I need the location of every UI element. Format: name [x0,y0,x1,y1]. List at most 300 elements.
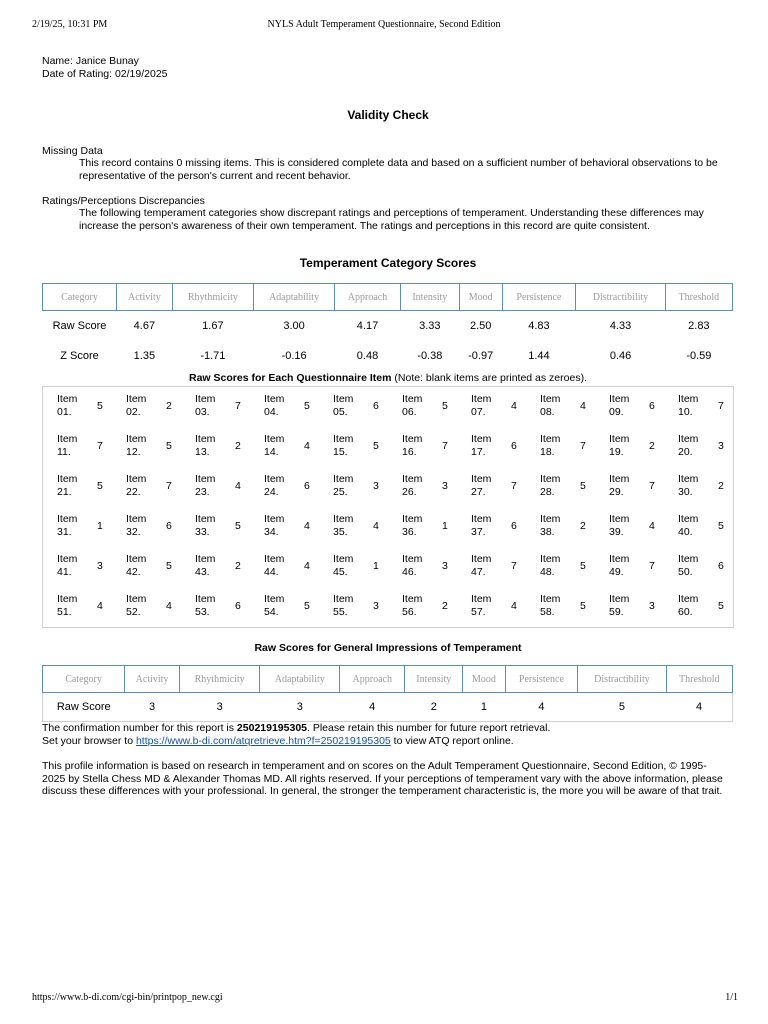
discrepancy-label: Ratings/Perceptions Discrepancies [42,195,205,207]
item-word: Item [333,553,354,565]
table-cell: 1.35 [133,350,156,362]
table-row [43,311,733,342]
item-score-cell [43,547,112,587]
category-header-5: Intensity [400,284,459,311]
item-label [57,513,77,539]
item-number: 37. [471,526,486,538]
rating-date: Date of Rating: 02/19/2025 [42,68,168,80]
category-scores-title: Temperament Category Scores [299,256,477,270]
item-score-cell [181,547,250,587]
print-url: https://www.b-di.com/cgi-bin/printpop_new.cgi [32,992,223,1003]
item-number: 10. [678,406,693,418]
item-label [57,473,77,499]
item-number: 07. [471,406,486,418]
item-score-cell [595,587,664,627]
item-value: 4 [304,560,310,572]
item-number: 47. [471,566,486,578]
item-word: Item [402,553,423,565]
item-number: 43. [195,566,210,578]
item-score-cell [457,587,526,627]
item-number: 22. [126,486,141,498]
item-score-cell [595,467,664,507]
item-number: 56. [402,606,417,618]
item-score-cell [664,587,733,627]
item-label [678,593,698,619]
item-value: 5 [166,440,172,452]
item-number: 60. [678,606,693,618]
table-cell: 1 [463,693,505,722]
item-value: 6 [235,600,241,612]
item-value: 6 [511,520,517,532]
item-value: 4 [373,520,379,532]
item-score-cell [388,587,457,627]
item-number: 01. [57,406,72,418]
item-number: 57. [471,606,486,618]
item-label [195,473,215,499]
item-value: 1 [97,520,103,532]
print-title: NYLS Adult Temperament Questionnaire, Second Edition [267,19,501,30]
item-number: 28. [540,486,555,498]
category-header-9: Threshold [665,284,732,311]
item-score-cell [388,427,457,467]
item-label [609,513,629,539]
disclaimer-text: This profile information is based on research in temperament and on scores on the Adult Temperament Questionnaire, Second Edition, © 1995-2025 by Stella Chess MD & Alexander Thomas MD. All rights reserved. If your perceptions of temperament vary with the above information, please discuss these differences with your professional. In general, the stronger the temperament characteristic is, the more you will be aware of that trait. [42,760,723,797]
item-number: 26. [402,486,417,498]
impression-header-0: Category [43,666,125,693]
item-value: 2 [166,400,172,412]
item-label [402,553,422,579]
item-label [471,513,491,539]
item-value: 4 [97,600,103,612]
table-cell: Raw Score [43,693,125,722]
item-word: Item [264,593,285,605]
table-cell: 4.67 [133,320,156,332]
item-score-cell [319,427,388,467]
item-word: Item [540,553,561,565]
item-value: 5 [442,400,448,412]
item-label [678,553,698,579]
item-score-cell [181,387,250,427]
item-number: 24. [264,486,279,498]
item-label [195,593,215,619]
item-value: 2 [235,560,241,572]
item-score-cell [319,467,388,507]
item-score-cell [664,467,733,507]
general-impressions-title: Raw Scores for General Impressions of Temperament [254,642,522,654]
item-word: Item [333,473,354,485]
item-label [609,593,629,619]
item-label [471,593,491,619]
item-word: Item [678,393,699,405]
impression-header-5: Intensity [405,666,463,693]
item-score-cell [526,507,595,547]
item-word: Item [264,553,285,565]
impression-header-9: Threshold [666,666,732,693]
item-value: 1 [373,560,379,572]
item-score-cell [181,467,250,507]
item-score-cell [250,467,319,507]
item-value: 5 [166,560,172,572]
item-score-cell [595,427,664,467]
item-word: Item [195,473,216,485]
table-cell: 1.67 [202,320,224,332]
table-cell: 4.17 [356,320,379,332]
item-number: 13. [195,446,210,458]
item-label [402,393,422,419]
table-cell: Z Score [60,350,99,362]
item-value: 3 [718,440,724,452]
table-cell: 5 [578,693,666,722]
item-score-cell [664,427,733,467]
item-number: 53. [195,606,210,618]
item-word: Item [57,433,78,445]
item-word: Item [402,593,423,605]
item-word: Item [402,433,423,445]
item-value: 4 [580,400,586,412]
item-number: 45. [333,566,348,578]
item-word: Item [471,553,492,565]
table-cell: -0.59 [686,350,712,362]
item-word: Item [195,553,216,565]
item-word: Item [609,553,630,565]
item-word: Item [540,433,561,445]
item-value: 3 [442,560,448,572]
item-word: Item [609,473,630,485]
item-word: Item [57,593,78,605]
item-score-cell [526,387,595,427]
item-word: Item [264,433,285,445]
item-score-cell [319,547,388,587]
item-number: 20. [678,446,693,458]
table-cell: -0.97 [468,350,494,362]
item-label [609,433,629,459]
item-value: 5 [97,480,103,492]
item-score-cell [319,387,388,427]
item-score-cell [457,467,526,507]
item-word: Item [264,513,285,525]
item-value: 3 [442,480,448,492]
table-cell: 3 [260,693,340,722]
item-score-cell [112,387,181,427]
confirmation-number: 250219195305 [236,722,307,734]
retrieval-link[interactable]: https://www.b-di.com/atqretrieve.htm?f=250219195305 [135,735,391,747]
impression-header-2: Rhythmicity [180,666,260,693]
item-word: Item [333,393,354,405]
item-label [540,473,560,499]
item-value: 5 [304,600,310,612]
item-score-cell [457,547,526,587]
category-header-4: Approach [335,284,401,311]
item-label [540,553,560,579]
item-number: 41. [57,566,72,578]
category-header-2: Rhythmicity [172,284,253,311]
category-header-7: Persistence [502,284,576,311]
category-header-8: Distractibility [576,284,665,311]
table-row [43,341,733,371]
retrieval-prefix: Set your browser to [42,735,136,747]
item-number: 09. [609,406,624,418]
category-scores-table [42,283,733,371]
item-word: Item [264,393,285,405]
item-value: 2 [580,520,586,532]
validity-title: Validity Check [347,108,429,122]
item-label [333,593,353,619]
item-number: 06. [402,406,417,418]
item-word: Item [471,433,492,445]
table-row [43,693,733,722]
item-label [609,473,629,499]
item-word: Item [57,553,78,565]
item-label [540,513,560,539]
item-label [126,473,146,499]
item-number: 55. [333,606,348,618]
item-label [195,433,215,459]
item-score-cell [250,507,319,547]
item-number: 36. [402,526,417,538]
item-word: Item [540,473,561,485]
item-number: 21. [57,486,72,498]
item-label [471,473,491,499]
item-number: 50. [678,566,693,578]
item-score-cell [43,467,112,507]
item-value: 6 [373,400,379,412]
item-number: 42. [126,566,141,578]
item-score-cell [43,427,112,467]
item-value: 3 [97,560,103,572]
item-label [678,433,698,459]
item-number: 04. [264,406,279,418]
item-label [195,553,215,579]
item-word: Item [57,473,78,485]
category-header-3: Adaptability [253,284,334,311]
item-score-cell [388,467,457,507]
item-number: 38. [540,526,555,538]
item-word: Item [195,393,216,405]
item-label [126,513,146,539]
item-label [402,513,422,539]
category-header-6: Mood [459,284,502,311]
missing-data-label: Missing Data [42,145,103,157]
item-word: Item [195,593,216,605]
item-score-cell [664,547,733,587]
item-value: 7 [511,480,517,492]
table-cell: 2 [405,693,463,722]
item-number: 15. [333,446,348,458]
item-word: Item [540,593,561,605]
item-value: 4 [235,480,241,492]
item-word: Item [195,513,216,525]
table-cell: Raw Score [52,320,107,332]
item-word: Item [678,513,699,525]
item-word: Item [57,513,78,525]
table-cell: 3 [125,693,180,722]
table-cell: 4 [666,693,732,722]
item-label [540,433,560,459]
item-number: 27. [471,486,486,498]
item-score-cell [319,587,388,627]
item-value: 2 [235,440,241,452]
report-body [42,55,734,798]
item-value: 5 [718,600,724,612]
item-score-cell [112,507,181,547]
item-number: 31. [57,526,72,538]
item-number: 16. [402,446,417,458]
item-word: Item [471,393,492,405]
item-value: 5 [373,440,379,452]
confirmation-line [42,722,734,735]
item-label [609,553,629,579]
table-cell: 4 [340,693,405,722]
confirmation-suffix: . Please retain this number for future report retrieval. [307,722,551,734]
impression-header-7: Persistence [505,666,578,693]
item-number: 52. [126,606,141,618]
item-value: 7 [649,480,655,492]
item-scores-heading: Raw Scores for Each Questionnaire Item [189,372,392,384]
item-number: 54. [264,606,279,618]
impression-header-1: Activity [125,666,180,693]
table-cell: -0.38 [417,350,443,362]
item-score-cell [43,587,112,627]
item-label [195,393,215,419]
item-value: 3 [649,600,655,612]
item-word: Item [678,593,699,605]
item-label [264,513,284,539]
item-value: 4 [304,520,310,532]
category-header-0: Category [43,284,117,311]
item-label [402,593,422,619]
item-value: 6 [718,560,724,572]
item-value: 1 [442,520,448,532]
table-cell: 2.50 [469,320,492,332]
missing-data-text: This record contains 0 missing items. This is considered complete data and based on a sufficient number of behavioral observations to be representative of the person's current and recent behavior. [79,157,718,182]
item-value: 7 [718,400,724,412]
item-word: Item [126,513,147,525]
item-number: 18. [540,446,555,458]
item-number: 30. [678,486,693,498]
item-value: 7 [166,480,172,492]
item-score-cell [457,507,526,547]
item-score-cell [319,507,388,547]
item-label [402,433,422,459]
item-scores-note: (Note: blank items are printed as zeroes). [391,372,587,384]
category-header-1: Activity [117,284,173,311]
item-label [333,393,353,419]
item-score-cell [595,547,664,587]
item-number: 23. [195,486,210,498]
item-number: 12. [126,446,141,458]
item-number: 49. [609,566,624,578]
item-word: Item [57,393,78,405]
item-number: 14. [264,446,279,458]
table-cell: -0.16 [281,350,307,362]
item-number: 33. [195,526,210,538]
item-score-cell [112,547,181,587]
page-number: 1/1 [725,992,738,1003]
item-number: 29. [609,486,624,498]
item-number: 32. [126,526,141,538]
item-label [471,393,491,419]
item-label [126,553,146,579]
retrieval-suffix: to view ATQ report online. [390,735,514,747]
item-word: Item [195,433,216,445]
item-word: Item [609,433,630,445]
item-word: Item [471,473,492,485]
table-cell: 4 [505,693,578,722]
person-name: Name: Janice Bunay [42,55,139,67]
item-word: Item [126,473,147,485]
item-label [126,393,146,419]
item-word: Item [540,393,561,405]
item-score-cell [112,467,181,507]
item-score-cell [664,507,733,547]
item-score-cell [250,587,319,627]
item-word: Item [540,513,561,525]
item-score-cell [181,427,250,467]
item-label [57,553,77,579]
item-score-cell [250,547,319,587]
item-scores-title [42,372,734,384]
item-label [333,553,353,579]
item-score-cell [595,507,664,547]
item-value: 5 [304,400,310,412]
item-value: 2 [649,440,655,452]
item-label [126,593,146,619]
item-label [471,433,491,459]
item-number: 58. [540,606,555,618]
item-score-cell [526,587,595,627]
item-value: 3 [373,600,379,612]
item-number: 48. [540,566,555,578]
item-value: 5 [97,400,103,412]
item-score-cell [181,507,250,547]
item-value: 4 [511,600,517,612]
item-word: Item [609,513,630,525]
item-number: 02. [126,406,141,418]
item-value: 4 [304,440,310,452]
item-score-cell [526,467,595,507]
item-score-cell [457,427,526,467]
item-label [540,393,560,419]
item-label [264,393,284,419]
item-value: 6 [511,440,517,452]
item-word: Item [333,433,354,445]
item-word: Item [678,433,699,445]
impression-header-6: Mood [463,666,505,693]
item-score-cell [388,507,457,547]
item-value: 5 [580,480,586,492]
item-word: Item [126,593,147,605]
item-score-cell [112,587,181,627]
item-label [195,513,215,539]
table-cell: 2.83 [688,320,710,332]
general-impressions-table [42,665,733,722]
table-cell: 3.33 [419,320,441,332]
item-score-cell [457,387,526,427]
item-number: 59. [609,606,624,618]
item-label [57,433,77,459]
item-number: 17. [471,446,486,458]
item-number: 35. [333,526,348,538]
item-word: Item [126,553,147,565]
table-cell: 0.48 [356,350,379,362]
print-datetime: 2/19/25, 10:31 PM [32,19,108,30]
item-score-cell [664,387,733,427]
item-value: 7 [511,560,517,572]
item-word: Item [126,393,147,405]
item-word: Item [333,513,354,525]
item-word: Item [333,593,354,605]
item-value: 6 [649,400,655,412]
